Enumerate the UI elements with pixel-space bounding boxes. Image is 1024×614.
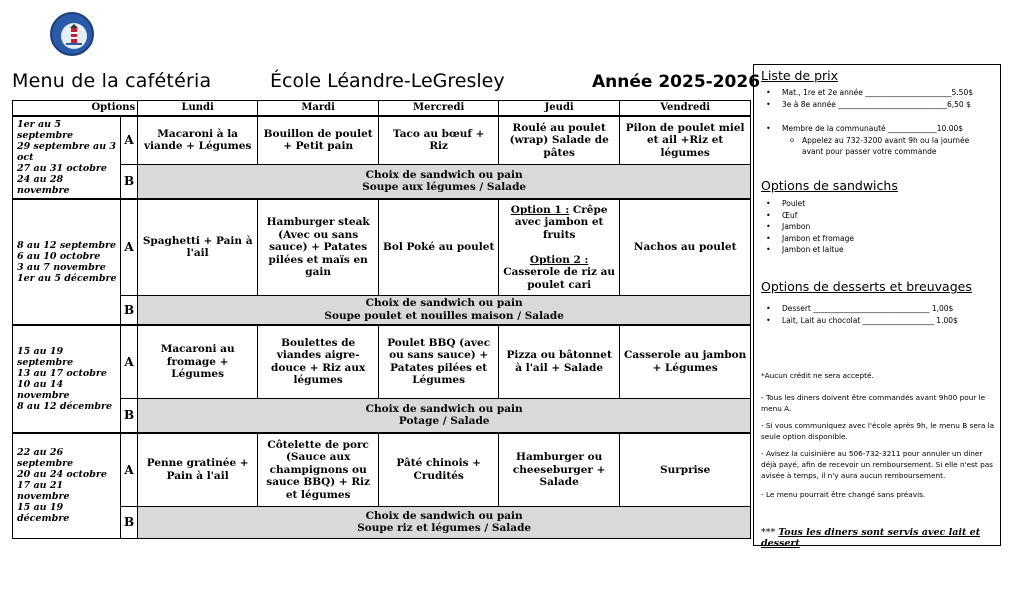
sandwich-item: • Jambon et laitue [754, 244, 854, 256]
meal-cell: Macaroni au fromage + Légumes [138, 325, 258, 398]
note: - Tous les diners doivent être commandés avant 9h00 pour le menu A. [761, 393, 986, 413]
date-range: 8 au 12 décembre [17, 401, 113, 412]
meal-cell: Boulettes de viandes aigre-douce + Riz aux légumes [258, 325, 379, 398]
footer-text: Tous les diners sont servis avec lait et dessert [761, 527, 981, 549]
meal-cell: Macaroni à la viande + Légumes [138, 116, 258, 164]
week-3-row-b [13, 398, 751, 433]
date-range: 1er au 5 décembre [17, 273, 117, 284]
dessert-item: • Dessert _______________________________ 1,00$ [754, 303, 958, 315]
meal-cell: Penne gratinée + Pain à l'ail [138, 433, 258, 506]
day-header: Jeudi [499, 101, 620, 117]
option-a-label: A [121, 433, 138, 506]
price-note: o Appelez au 732-3200 avant 9h ou la journée avant pour passer votre commande [754, 135, 982, 158]
meal-cell-options [499, 199, 620, 295]
meal-cell: Pâté chinois + Crudités [379, 433, 499, 506]
option-b-line: Soupe aux légumes / Salade [362, 181, 527, 194]
option-b-line: Choix de sandwich ou pain [365, 168, 523, 181]
table-header-row [13, 101, 751, 117]
note: - Si vous communiquez avec l'école après 9h, le menu B sera la seule option disponible. [761, 421, 995, 441]
note: - Le menu pourrait être changé sans préavis. [761, 490, 926, 499]
meal-cell: Poulet BBQ (avec ou sans sauce) + Patates pilées et Légumes [379, 325, 499, 398]
option-2-text: Casserole de riz au poulet cari [503, 266, 616, 291]
week-2-row-b [13, 295, 751, 325]
footer-prefix: *** [761, 527, 779, 538]
menu-title: Menu de la cafétéria [12, 70, 212, 92]
date-range: 27 au 31 octobre [17, 163, 107, 174]
meal-cell: Hamburger steak (Avec ou sans sauce) + Patates pilées et maïs en gain [258, 199, 379, 295]
dessert-list [754, 303, 958, 326]
date-range: 15 au 19 décembre [17, 502, 70, 525]
info-panel [753, 64, 1001, 549]
day-header: Vendredi [620, 101, 751, 117]
option-a-label: A [121, 116, 138, 164]
week-1-dates [13, 116, 121, 199]
date-range: 29 septembre au 3 oct [17, 141, 117, 163]
option-b-cell [138, 506, 751, 538]
date-range: 10 au 14 novembre [17, 379, 70, 401]
sandwich-title: Options de sandwichs [761, 178, 898, 193]
meal-cell: Bouillon de poulet + Petit pain [258, 116, 379, 164]
school-year: Année 2025-2026 [592, 72, 761, 92]
price-list-title: Liste de prix [761, 68, 839, 83]
day-header: Mardi [258, 101, 379, 117]
meal-cell: Roulé au poulet (wrap) Salade de pâtes [499, 116, 620, 164]
sandwich-item: • Jambon et fromage [754, 233, 854, 245]
community-price [754, 123, 982, 158]
option-b-cell [138, 164, 751, 199]
option-b-cell [138, 295, 751, 325]
meal-cell: Côtelette de porc (Sauce aux champignons ou sauce BBQ) + Riz et légumes [258, 433, 379, 506]
meal-cell: Nachos au poulet [620, 199, 751, 295]
week-1-row-b [13, 164, 751, 199]
sandwich-item: • Jambon [754, 221, 854, 233]
meal-cell: Hamburger ou cheeseburger + Salade [499, 433, 620, 506]
option-b-line: Choix de sandwich ou pain [365, 297, 523, 310]
option-b-cell [138, 398, 751, 433]
option-1-label: Option 1 : [510, 203, 570, 216]
menu-table [12, 100, 751, 539]
date-range: 20 au 24 octobre [17, 469, 107, 481]
meal-cell: Pizza ou bâtonnet à l'ail + Salade [499, 325, 620, 398]
date-range: 15 au 19 septembre [17, 346, 74, 368]
date-range: 3 au 7 novembre [17, 262, 106, 273]
meal-cell: Taco au bœuf + Riz [379, 116, 499, 164]
option-b-line: Potage / Salade [398, 415, 490, 428]
option-b-label: B [121, 506, 138, 538]
date-range: 22 au 26 septembre [17, 447, 74, 470]
meal-cell: Bol Poké au poulet [379, 199, 499, 295]
date-range: 6 au 10 octobre [17, 251, 101, 262]
school-name: École Léandre-LeGresley [270, 70, 505, 92]
options-header: Options [13, 101, 138, 117]
note: *Aucun crédit ne sera accepté. [761, 371, 874, 380]
option-a-label: A [121, 325, 138, 398]
week-3-row-a [13, 325, 751, 398]
option-b-label: B [121, 398, 138, 433]
option-2-label: Option 2 : [529, 253, 589, 266]
date-range: 24 au 28 novembre [17, 174, 70, 196]
option-b-line: Choix de sandwich ou pain [365, 509, 523, 522]
option-a-label: A [121, 199, 138, 295]
price-list [754, 87, 973, 110]
price-item: • Membre de la communauté _____________10.00$ [754, 123, 982, 135]
date-range: 17 au 21 novembre [17, 480, 70, 503]
option-1-text: Crêpe avec jambon et fruits [514, 203, 608, 241]
week-2-dates [13, 199, 121, 325]
week-1-row-a [13, 116, 751, 164]
dessert-item: • Lait, Lait au chocolat ___________________ 1.00$ [754, 315, 958, 327]
week-4-row-b [13, 506, 751, 538]
option-b-label: B [121, 164, 138, 199]
meal-cell: Casserole au jambon + Légumes [620, 325, 751, 398]
meal-cell: Surprise [620, 433, 751, 506]
price-item: • Mat., 1re et 2e année _______________________5.50$ [754, 87, 973, 99]
day-header: Lundi [138, 101, 258, 117]
week-3-dates [13, 325, 121, 433]
footer-note [761, 527, 1000, 549]
meal-cell: Pilon de poulet miel et ail +Riz et légumes [620, 116, 751, 164]
option-b-label: B [121, 295, 138, 325]
sandwich-item: • Poulet [754, 198, 854, 210]
price-item: • 3e à 8e année _____________________________6,50 $ [754, 99, 973, 111]
sandwich-list [754, 198, 854, 256]
date-range: 8 au 12 septembre [17, 240, 117, 251]
week-4-dates [13, 433, 121, 538]
option-b-line: Soupe poulet et nouilles maison / Salade [324, 309, 564, 322]
school-logo [50, 12, 94, 56]
meal-cell: Spaghetti + Pain à l'ail [138, 199, 258, 295]
dessert-title: Options de desserts et breuvages [761, 279, 972, 294]
option-b-line: Soupe riz et légumes / Salade [357, 522, 532, 534]
week-2-row-a [13, 199, 751, 295]
date-range: 13 au 17 octobre [17, 368, 107, 379]
sandwich-item: • Œuf [754, 210, 854, 222]
week-4-row-a [13, 433, 751, 506]
day-header: Mercredi [379, 101, 499, 117]
note: - Avisez la cuisinière au 506-732-3211 pour annuler un diner déjà payé, afin de recevoir un remboursement. Si elle n'est pas avisée à temps, il n'y aura aucun remboursement. [761, 449, 993, 480]
date-range: 1er au 5 septembre [17, 119, 74, 141]
option-b-line: Choix de sandwich ou pain [365, 402, 523, 415]
